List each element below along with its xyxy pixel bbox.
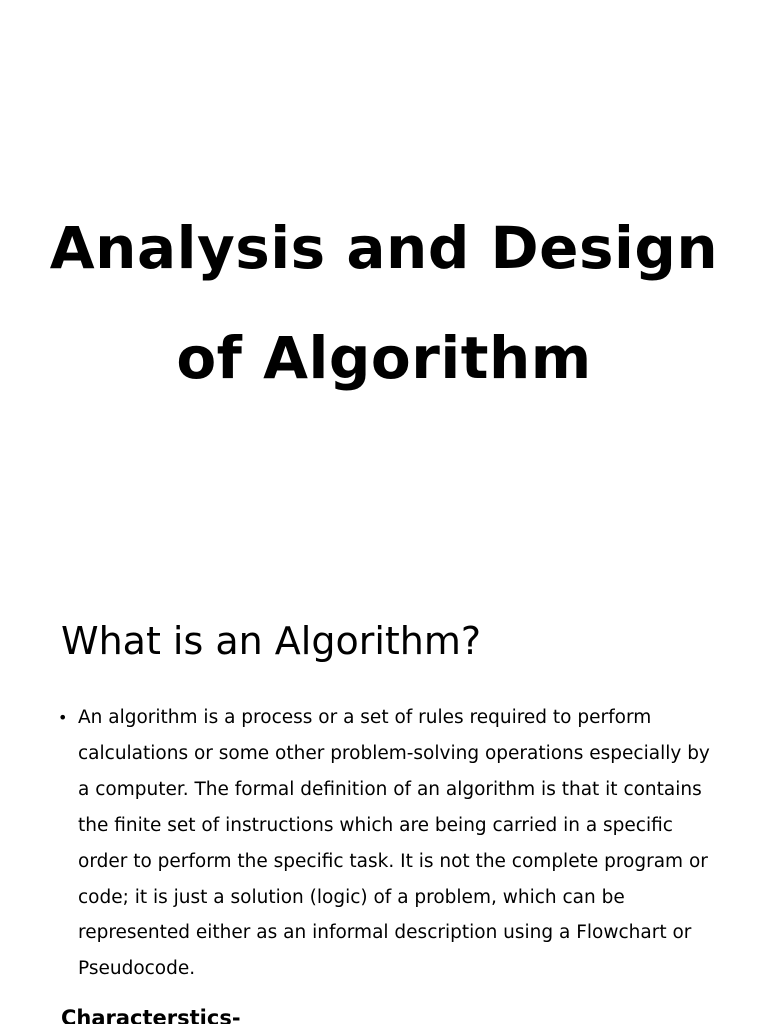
bullet-marker: • <box>58 708 68 727</box>
bullet-list <box>58 700 718 987</box>
title-line-1: Analysis and Design <box>49 214 719 282</box>
title-line-2: of Algorithm <box>176 324 592 392</box>
document-title <box>0 193 768 413</box>
bullet-text: An algorithm is a process or a set of rules required to perform calculations or some other problem-solving operations especially by a computer. The formal definition of an algorithm is that it contains the finite set of instructions which are being carried in a specific order to perform the specific task. It is not the complete program or code; it is just a solution (logic) of a problem, which can be represented either as an informal description using a Flowchart or Pseudocode. <box>78 707 710 980</box>
bullet-item <box>58 700 718 987</box>
characteristics-subheading: Characterstics- <box>61 1006 241 1024</box>
section-heading: What is an Algorithm? <box>61 619 482 663</box>
